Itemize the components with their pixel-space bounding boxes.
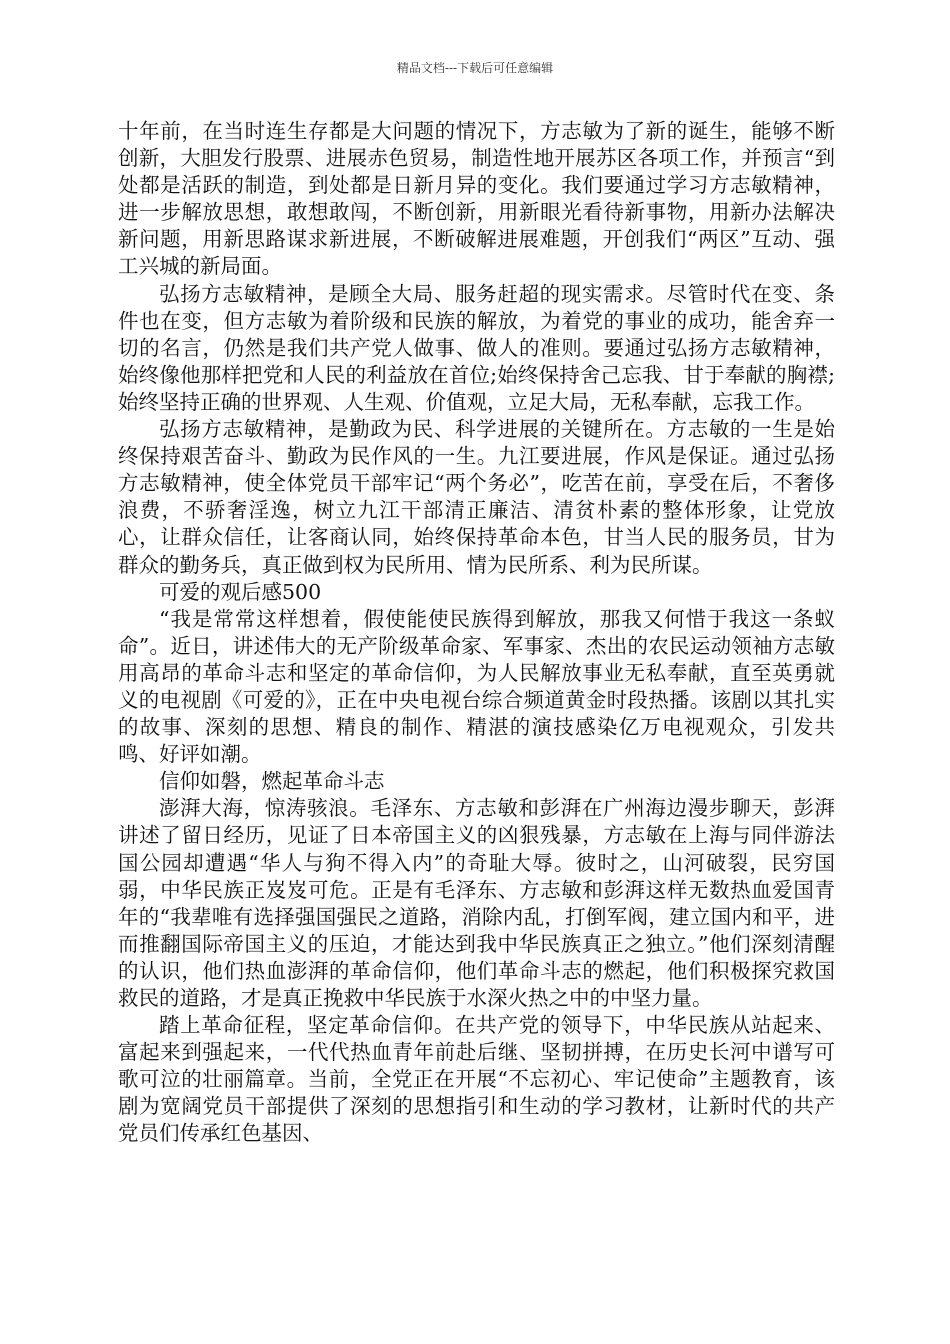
page-header: 精品文档---下载后可任意编辑	[396, 61, 554, 75]
paragraph: 澎湃大海，惊涛骇浪。毛泽东、方志敏和彭湃在广州海边漫步聊天，彭湃讲述了留日经历，见证了日本帝国主义的凶狠残暴，方志敏在上海与同伴游法国公园却遭遇“华人与狗不得入内”的奇耻大辱。彼时之，山河破裂，民穷国弱，中华民族正岌岌可危。正是有毛泽东、方志敏和彭湃这样无数热血爱国青年的“我辈唯有选择强国强民之道路，消除内乱，打倒军阀，建立国内和平，进而推翻国际帝国主义的压迫，才能达到我中华民族真正之独立。”他们深刻清醒的认识，他们热血澎湃的革命信仰，他们革命斗志的燃起，他们积极探究救国救民的道路，才是真正挽救中华民族于水深火热之中的中坚力量。	[118, 796, 835, 1010]
paragraph: “我是常常这样想着，假使能使民族得到解放，那我又何惜于我这一条蚁命”。近日，讲述伟大的无产阶级革命家、军事家、杰出的农民运动领袖方志敏用高昂的革命斗志和坚定的革命信仰，为人民解放事业无私奉献，直至英勇就义的电视剧《可爱的》，正在中央电视台综合频道黄金时段热播。该剧以其扎实的故事、深刻的思想、精良的制作、精湛的演技感染亿万电视观众，引发共鸣、好评如潮。	[118, 606, 835, 767]
section-heading: 可爱的观后感500	[159, 579, 322, 604]
paragraph: 弘扬方志敏精神，是勤政为民、科学进展的关键所在。方志敏的一生是始终保持艰苦奋斗、勤政为民作风的一生。九江要进展，作风是保证。通过弘扬方志敏精神，使全体党员干部牢记“两个务必”，吃苦在前，享受在后，不奢侈浪费，不骄奢淫逸，树立九江干部清正廉洁、清贫朴素的整体形象，让党放心，让群众信任，让客商认同，始终保持革命本色，甘当人民的服务员，甘为群众的勤务兵，真正做到权为民所用、情为民所系、利为民所谋。	[118, 417, 835, 577]
section-heading: 信仰如磐，燃起革命斗志	[159, 769, 385, 794]
document-body	[118, 118, 835, 1148]
paragraph: 踏上革命征程，坚定革命信仰。在共产党的领导下，中华民族从站起来、富起来到强起来，一代代热血青年前赴后继、坚韧拼搏，在历史长河中谱写可歌可泣的壮丽篇章。当前，全党正在开展“不忘初心、牢记使命”主题教育，该剧为宽阔党员干部提供了深刻的思想指引和生动的学习教材，让新时代的共产党员们传承红色基因、	[118, 1013, 835, 1146]
paragraph: 弘扬方志敏精神，是顾全大局、服务赶超的现实需求。尽管时代在变、条件也在变，但方志敏为着阶级和民族的解放，为着党的事业的成功，能舍弃一切的名言，仍然是我们共产党人做事、做人的准则。要通过弘扬方志敏精神，始终像他那样把党和人民的利益放在首位;始终保持舍己忘我、甘于奉献的胸襟;始终坚持正确的世界观、人生观、价值观，立足大局，无私奉献，忘我工作。	[118, 281, 835, 414]
paragraph: 十年前，在当时连生存都是大问题的情况下，方志敏为了新的诞生，能够不断创新，大胆发行股票、进展赤色贸易，制造性地开展苏区各项工作，并预言“到处都是活跃的制造，到处都是日新月异的变化。我们要通过学习方志敏精神，进一步解放思想，敢想敢闯，不断创新，用新眼光看待新事物，用新办法解决新问题，用新思路谋求新进展，不断破解进展难题，开创我们“两区”互动、强工兴城的新局面。	[118, 119, 835, 279]
